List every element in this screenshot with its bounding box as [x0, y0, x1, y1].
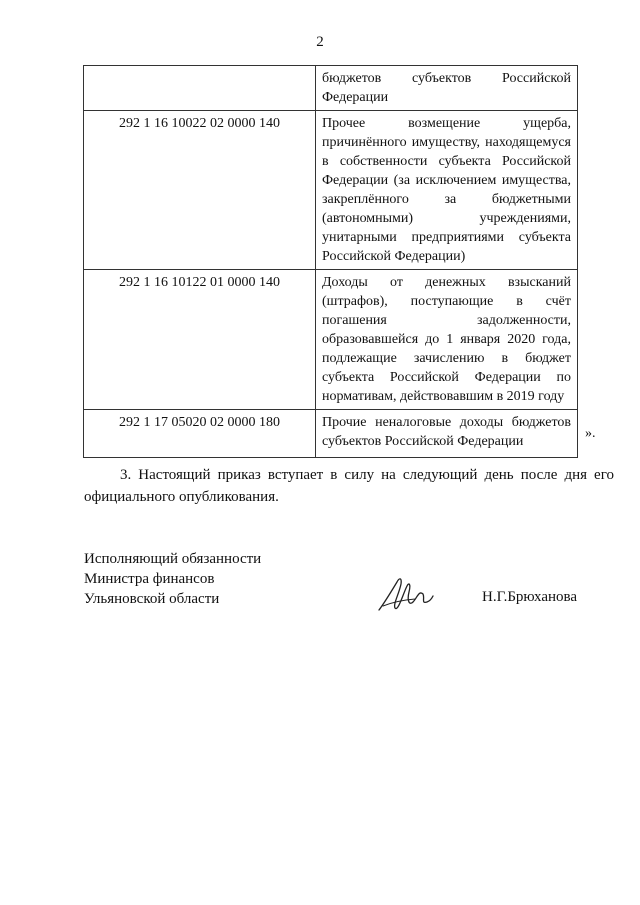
table-row [84, 410, 578, 458]
paragraph-3: 3. Настоящий приказ вступает в силу на следующий день после дня его официального опубликования. [84, 467, 614, 505]
signatory-name: Н.Г.Брюханова [482, 589, 578, 605]
description-cell: Прочее возмещение ущерба, причинённого имуществу, находящемуся в собственности субъекта Российской Федерации (за исключением имущества, закреплённого за бюджетными (автономными) учреждениями, унитарными предприятиями субъекта Российской Федерации) [316, 111, 578, 270]
position-line: Министра финансов [84, 571, 215, 587]
description-cell: Прочие неналоговые доходы бюджетов субъектов Российской Федерации [316, 410, 578, 458]
budget-codes-table [83, 65, 578, 458]
description-cell: бюджетов субъектов Российской Федерации [316, 66, 578, 111]
code-cell [84, 66, 316, 111]
position-line: Ульяновской области [84, 591, 220, 607]
table-row [84, 66, 578, 111]
code-cell: 292 1 16 10022 02 0000 140 [84, 111, 316, 270]
page-number: 2 [316, 34, 324, 50]
table-row [84, 270, 578, 410]
position-line: Исполняющий обязанности [84, 551, 262, 567]
signatory-position [84, 549, 261, 609]
code-cell: 292 1 16 10122 01 0000 140 [84, 270, 316, 410]
code-cell: 292 1 17 05020 02 0000 180 [84, 410, 316, 458]
closing-quote: ». [585, 426, 596, 441]
table-row [84, 111, 578, 270]
handwritten-signature [375, 572, 435, 616]
description-cell: Доходы от денежных взысканий (штрафов), поступающие в счёт погашения задолженности, образовавшейся до 1 января 2020 года, подлежащие зачислению в бюджет субъекта Российской Федерации по нормативам, действовавшим в 2019 году [316, 270, 578, 410]
